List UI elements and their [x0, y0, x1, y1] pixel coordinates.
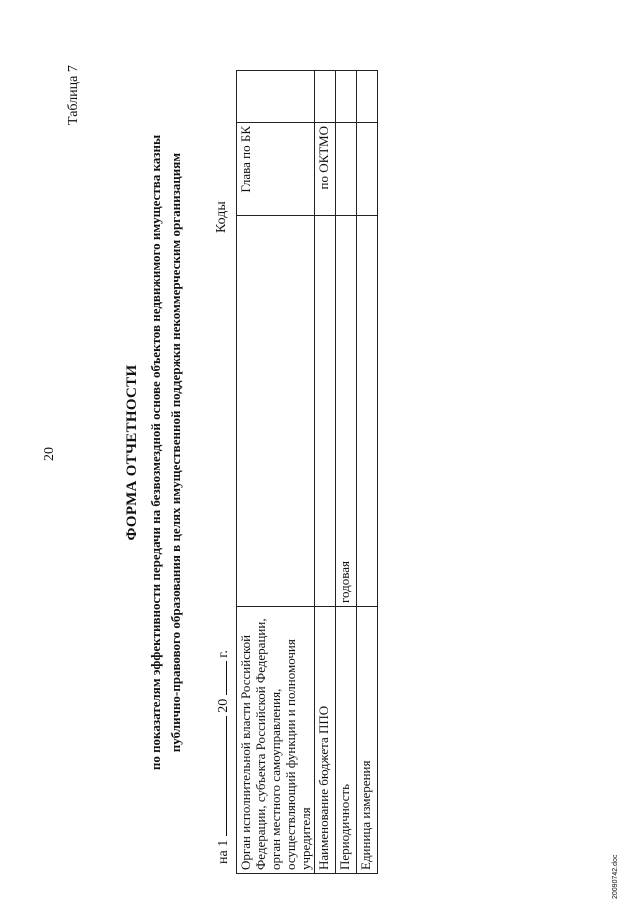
date-year-prefix: 20	[216, 698, 231, 713]
row-label: Орган исполнительной власти Российской Федерации, субъекта Российской Федерации, орган местного самоуправления, осуществляющий функции и полномочия учредителя	[237, 607, 315, 874]
row-label: Периодичность	[336, 607, 357, 874]
row-value	[357, 216, 378, 607]
date-year-blank	[214, 661, 227, 695]
form-subtitle-line-2: публично-правового образования в целях имущественной поддержки некоммерческим организациям	[168, 152, 183, 753]
report-date-line	[214, 650, 232, 864]
row-code	[336, 71, 357, 123]
table-row	[357, 71, 378, 874]
table-row	[237, 71, 315, 874]
date-day-month-blank	[214, 716, 227, 836]
page-number: 20	[42, 447, 57, 461]
form-title: ФОРМА ОТЧЕТНОСТИ	[124, 364, 140, 541]
row-code-label: по ОКТМО	[315, 123, 336, 216]
date-suffix: г.	[216, 650, 231, 658]
row-code	[237, 71, 315, 123]
codes-header: Коды	[214, 201, 229, 233]
table-label: Таблица 7	[66, 65, 81, 125]
form-subtitle-line-1: по показателям эффективности передачи на безвозмездной основе объектов недвижимого имущества казны	[148, 134, 163, 771]
table-row	[315, 71, 336, 874]
date-prefix: на 1	[216, 839, 231, 864]
row-code	[315, 71, 336, 123]
row-code	[357, 71, 378, 123]
row-value: годовая	[336, 216, 357, 607]
row-value	[237, 216, 315, 607]
row-code-label	[336, 123, 357, 216]
row-code-label: Глава по БК	[237, 123, 315, 216]
row-code-label	[357, 123, 378, 216]
row-label: Наименование бюджета ППО	[315, 607, 336, 874]
row-label: Единица измерения	[357, 607, 378, 874]
document-id: 20090742.doc	[612, 854, 619, 899]
report-header-table	[236, 70, 378, 874]
row-value	[315, 216, 336, 607]
table-row	[336, 71, 357, 874]
